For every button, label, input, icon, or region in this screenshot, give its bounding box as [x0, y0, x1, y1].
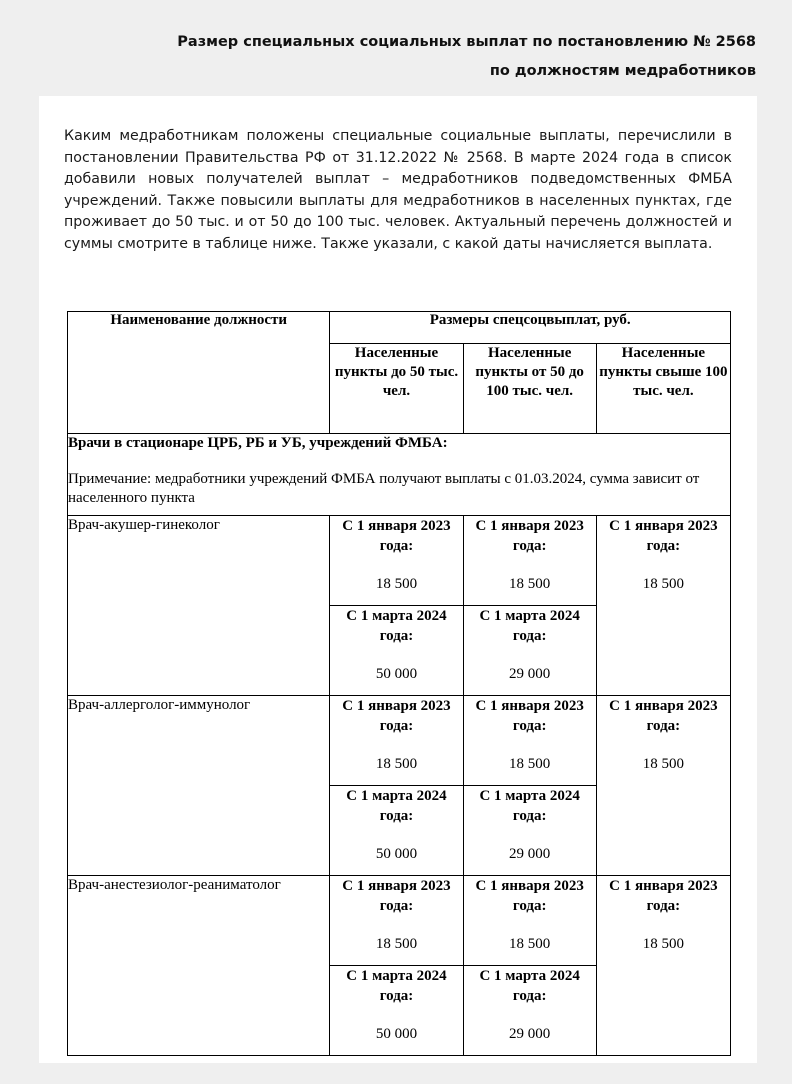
value-cell: [330, 876, 463, 966]
section-cell: [68, 434, 731, 516]
period-label: С 1 января 2023 года:: [342, 698, 451, 734]
table-header-row: [68, 312, 731, 344]
period-label: С 1 марта 2024 года:: [346, 608, 447, 644]
period-label: С 1 марта 2024 года:: [346, 968, 447, 1004]
period-label: С 1 января 2023 года:: [475, 698, 584, 734]
value-cell: [330, 696, 463, 786]
value-cell: [330, 966, 463, 1056]
intro-paragraph: Каким медработникам положены специальные социальные выплаты, перечислили в постановлении Правительства РФ от 31.12.2022 № 2568. В марте 2024 года в список добавили новых получателей выплат – медработников подведомственных ФМБА учреждений. Также повысили выплаты для медработников в населенных пунктах, где проживает до 50 тыс. и от 50 до 100 тыс. человек. Актуальный перечень должностей и суммы смотрите в таблице ниже. Также указали, с какой даты начисляется выплата.: [64, 128, 732, 252]
period-label: С 1 января 2023 года:: [609, 878, 718, 914]
amount: 50 000: [375, 1026, 418, 1042]
value-cell: [596, 516, 730, 696]
amount: 18 500: [509, 756, 551, 772]
document-page: [39, 96, 757, 1084]
value-cell: [463, 966, 596, 1056]
section-title: Врачи в стационаре ЦРБ, РБ и УБ, учреждений ФМБА:: [68, 435, 448, 451]
column-header-position: Наименование должности: [68, 312, 330, 434]
period-label: С 1 января 2023 года:: [609, 518, 718, 554]
value-cell: [463, 516, 596, 606]
amount: 18 500: [642, 576, 684, 592]
period-label: С 1 марта 2024 года:: [479, 968, 580, 1004]
value-cell: [596, 876, 730, 1056]
value-cell: [463, 696, 596, 786]
page-title: Размер специальных социальных выплат по постановлению № 2568: [177, 34, 756, 50]
position-name: Врач-анестезиолог-реаниматолог: [68, 876, 330, 1056]
amount: 29 000: [509, 846, 551, 862]
amount: 50 000: [375, 846, 418, 862]
period-label: С 1 января 2023 года:: [609, 698, 718, 734]
period-label: С 1 января 2023 года:: [342, 518, 451, 554]
table-row: [68, 876, 731, 966]
column-header-medium: Населенные пункты от 50 до 100 тыс. чел.: [463, 344, 596, 434]
value-cell: [463, 786, 596, 876]
amount: 18 500: [509, 936, 551, 952]
period-label: С 1 марта 2024 года:: [479, 608, 580, 644]
value-cell: [463, 606, 596, 696]
period-label: С 1 января 2023 года:: [475, 518, 584, 554]
value-cell: [330, 606, 463, 696]
table-row: [68, 516, 731, 606]
position-name: Врач-аллерголог-иммунолог: [68, 696, 330, 876]
section-note: Примечание: медработники учреждений ФМБА получают выплаты с 01.03.2024, сумма зависит от населенного пункта: [68, 471, 700, 506]
amount: 50 000: [375, 666, 418, 682]
amount: 18 500: [375, 936, 418, 952]
amount: 29 000: [509, 1026, 551, 1042]
amount: 29 000: [509, 666, 551, 682]
table-row: [68, 696, 731, 786]
page-subtitle: по должностям медработников: [489, 63, 756, 79]
amount: 18 500: [642, 936, 684, 952]
period-label: С 1 января 2023 года:: [475, 878, 584, 914]
period-label: С 1 января 2023 года:: [342, 878, 451, 914]
column-header-small: Населенные пункты до 50 тыс. чел.: [330, 344, 463, 434]
amount: 18 500: [375, 576, 418, 592]
value-cell: [330, 786, 463, 876]
value-cell: [596, 696, 730, 876]
payments-table: [67, 311, 731, 1056]
page-bottom-edge: [0, 1063, 792, 1084]
page-header: [0, 0, 792, 96]
amount: 18 500: [642, 756, 684, 772]
period-label: С 1 марта 2024 года:: [346, 788, 447, 824]
amount: 18 500: [375, 756, 418, 772]
value-cell: [463, 876, 596, 966]
column-header-group: Размеры спецсоцвыплат, руб.: [330, 312, 731, 344]
position-name: Врач-акушер-гинеколог: [68, 516, 330, 696]
column-header-large: Населенные пункты свыше 100 тыс. чел.: [596, 344, 730, 434]
amount: 18 500: [509, 576, 551, 592]
period-label: С 1 марта 2024 года:: [479, 788, 580, 824]
section-row: [68, 434, 731, 516]
value-cell: [330, 516, 463, 606]
